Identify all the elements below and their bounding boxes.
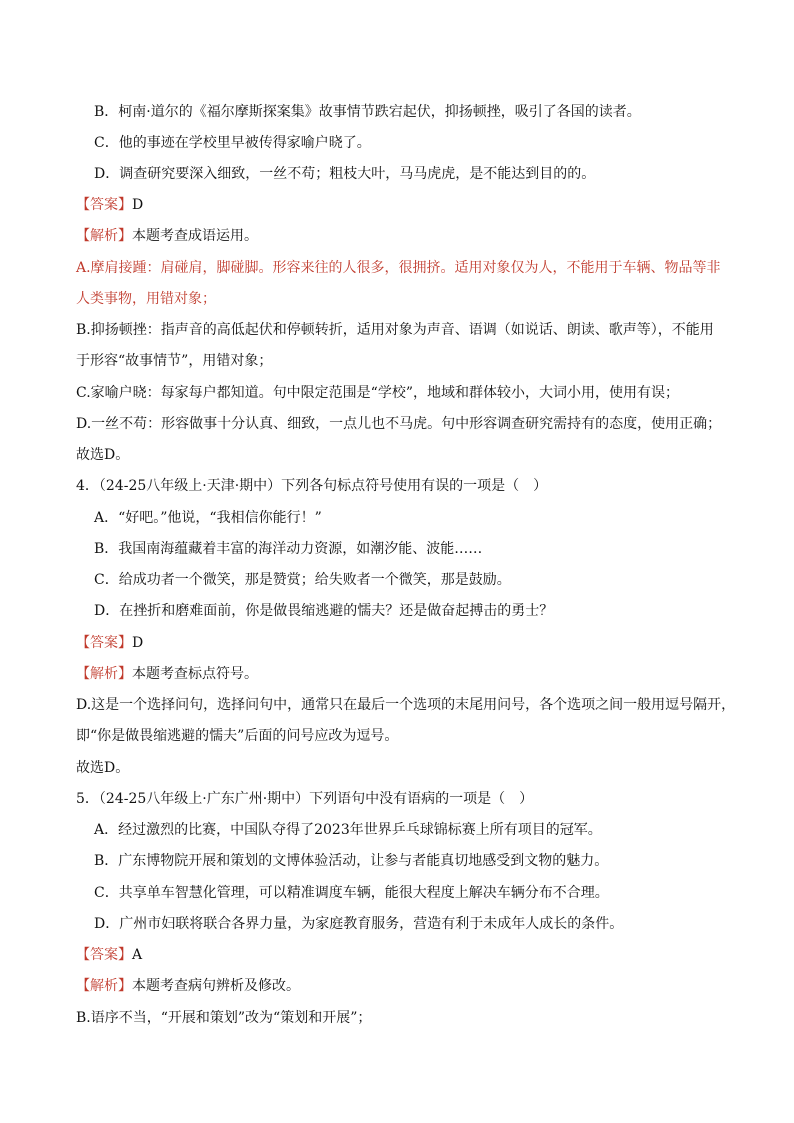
q5-option-a: A．经过激烈的比赛，中国队夺得了2023年世界乒乓球锦标赛上所有项目的冠军。 xyxy=(94,822,602,838)
q4-option-c: C．给成功者一个微笑，那是赞赏；给失败者一个微笑，那是鼓励。 xyxy=(94,572,511,588)
analysis-text: 本题考查标点符号。 xyxy=(132,666,258,682)
q3-conclusion: 故选D。 xyxy=(76,447,130,463)
q5-explain-b: B.语序不当，“开展和策划”改为“策划和开展”； xyxy=(76,1010,372,1026)
q3-explain-a-line1: A.摩肩接踵：肩碰肩，脚碰脚。形容来往的人很多，很拥挤。适用对象仅为人，不能用于车辆、物品等非 xyxy=(76,260,721,276)
q3-option-d: D．调查研究要深入细致，一丝不苟；粗枝大叶，马马虎虎，是不能达到目的的。 xyxy=(94,166,596,182)
q4-option-a: A．“好吧。”他说，“我相信你能行！” xyxy=(94,510,322,526)
q4-stem: 4．（24-25八年级上·天津·期中）下列各句标点符号使用有误的一项是（ ） xyxy=(76,478,548,494)
answer-value: D xyxy=(132,197,144,213)
q4-explain-d-line1: D.这是一个选择问句，选择问句中，通常只在最后一个选项的末尾用问号，各个选项之间一般用逗号隔开， xyxy=(76,697,736,713)
q3-explain-b-line1: B.抑扬顿挫：指声音的高低起伏和停顿转折，适用对象为声音、语调（如说话、朗读、歌声等），不能用 xyxy=(76,322,714,338)
answer-value: D xyxy=(132,635,144,651)
q5-option-c: C．共享单车智慧化管理，可以精准调度车辆，能很大程度上解决车辆分布不合理。 xyxy=(94,885,609,901)
q3-option-c: C．他的事迹在学校里早被传得家喻户晓了。 xyxy=(94,135,371,151)
answer-value: A xyxy=(132,947,143,963)
q3-explain-d: D.一丝不苟：形容做事十分认真、细致，一点儿也不马虎。句中形容调查研究需持有的态度，使用正确； xyxy=(76,416,722,432)
q4-explain-d-line2: 即“你是做畏缩逃避的懦夫”后面的问号应改为逗号。 xyxy=(76,728,399,744)
q5-answer xyxy=(76,945,718,965)
q3-analysis xyxy=(76,226,718,246)
q3-explain-c: C.家喻户晓：每家每户都知道。句中限定范围是“学校”，地域和群体较小，大词小用，使用有误； xyxy=(76,385,679,401)
answer-tag: 【答案】 xyxy=(76,635,132,651)
q3-answer xyxy=(76,195,718,215)
answer-tag: 【答案】 xyxy=(76,197,132,213)
q4-option-d: D．在挫折和磨难面前，你是做畏缩逃避的懦夫？还是做奋起搏击的勇士？ xyxy=(94,603,554,619)
q4-answer xyxy=(76,633,718,653)
analysis-text: 本题考查成语运用。 xyxy=(132,228,258,244)
analysis-tag: 【解析】 xyxy=(76,978,132,994)
q3-explain-b-line2: 于形容“故事情节”，用错对象； xyxy=(76,353,273,369)
q5-analysis xyxy=(76,976,718,996)
q5-option-d: D．广州市妇联将联合各界力量，为家庭教育服务，营造有利于未成年人成长的条件。 xyxy=(94,916,624,932)
analysis-tag: 【解析】 xyxy=(76,666,132,682)
q3-option-b: B．柯南·道尔的《福尔摩斯探案集》故事情节跌宕起伏，抑扬顿挫，吸引了各国的读者。 xyxy=(94,104,641,120)
q4-option-b: B．我国南海蕴藏着丰富的海洋动力资源，如潮汐能、波能…… xyxy=(94,541,483,557)
q3-explain-a-line2: 人类事物，用错对象； xyxy=(76,291,216,307)
analysis-text: 本题考查病句辨析及修改。 xyxy=(132,978,300,994)
q5-option-b: B．广东博物院开展和策划的文博体验活动，让参与者能真切地感受到文物的魅力。 xyxy=(94,853,609,869)
q4-conclusion: 故选D。 xyxy=(76,760,130,776)
analysis-tag: 【解析】 xyxy=(76,228,132,244)
q5-stem: 5．（24-25八年级上·广东广州·期中）下列语句中没有语病的一项是（ ） xyxy=(76,791,534,807)
q4-analysis xyxy=(76,664,718,684)
answer-tag: 【答案】 xyxy=(76,947,132,963)
